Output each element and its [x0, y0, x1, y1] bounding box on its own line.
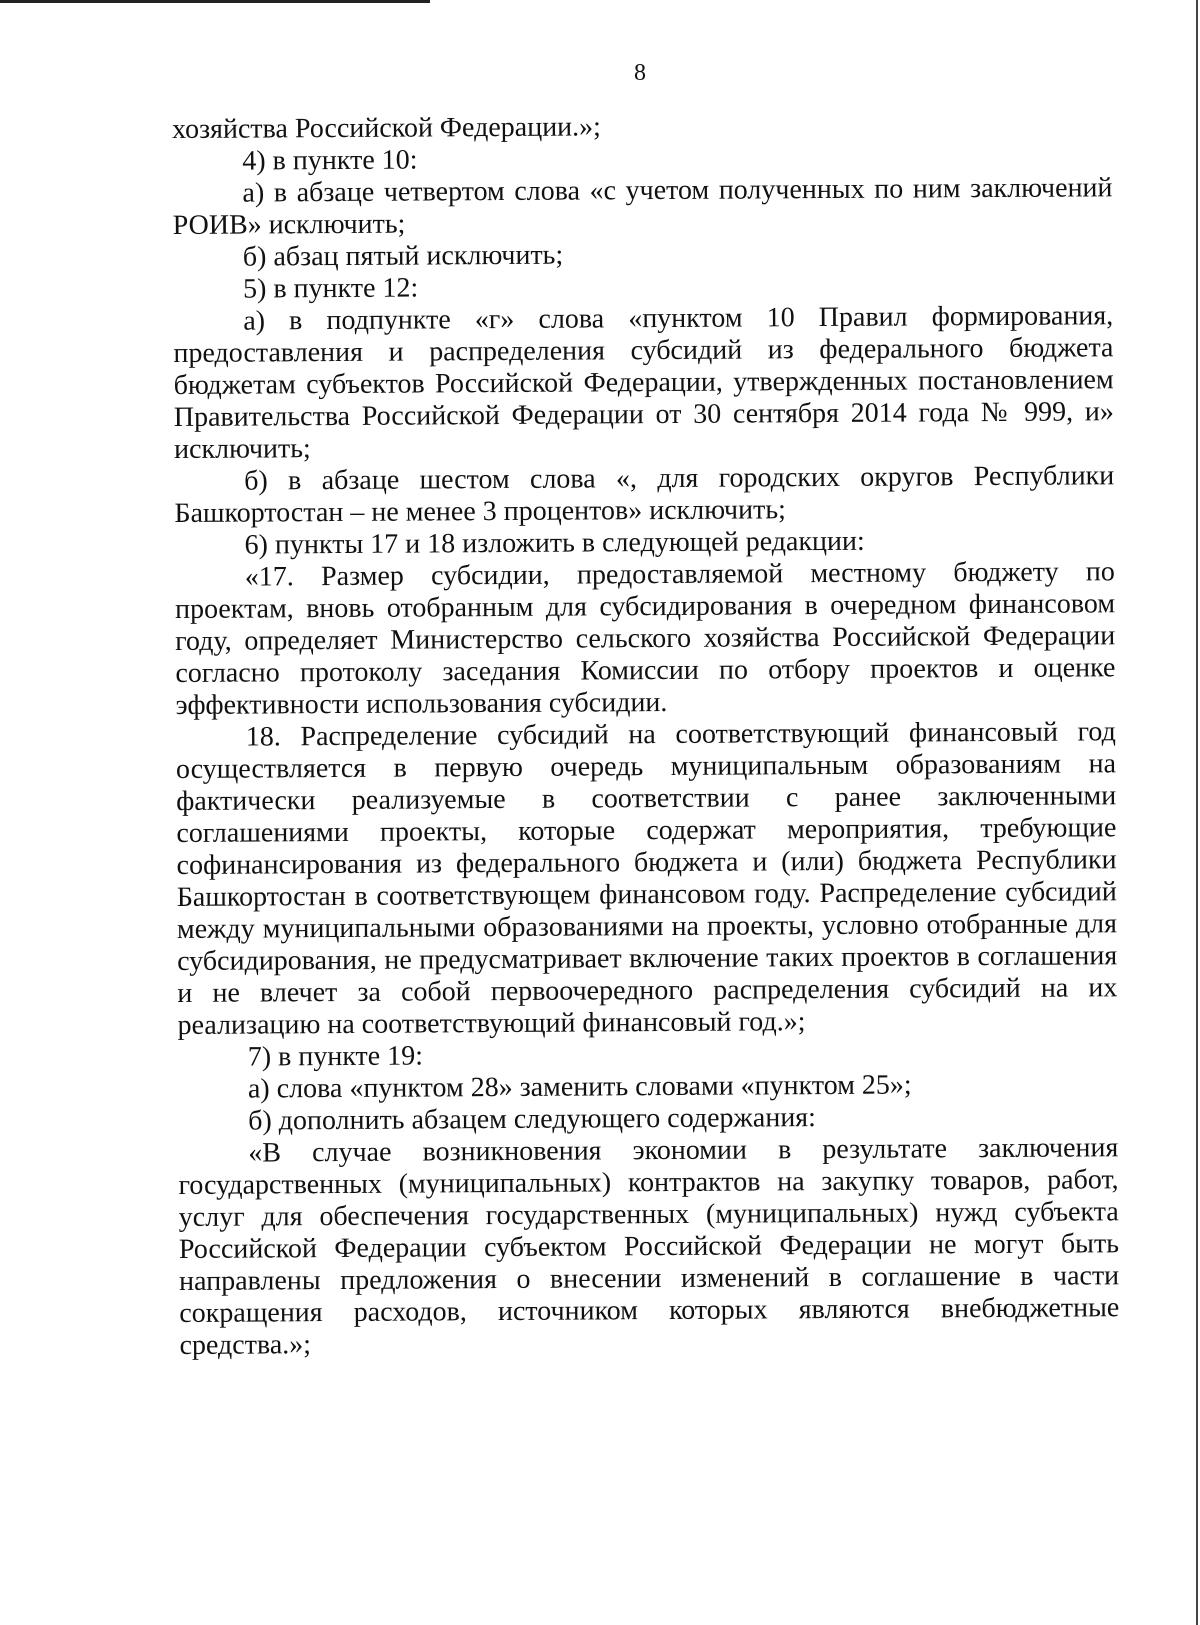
- paragraph-9: «17. Размер субсидии, предоставляемой местному бюджету по проектам, вновь отобранным для субсидирования в очередном финансовом году, определяет Министерство сельского хозяйства Российской Федерации согласно протоколу заседания Комиссии по отбору проектов и оценке эффективности использования субсидии.: [174, 556, 1116, 721]
- paragraph-3: а) в абзаце четвертом слова «с учетом полученных по ним заключений РОИВ» исключить;: [172, 172, 1113, 241]
- paragraph-8: 6) пункты 17 и 18 изложить в следующей редакции:: [244, 525, 865, 561]
- paragraph-2: 4) в пункте 10:: [242, 144, 418, 177]
- paragraph-12: а) слова «пунктом 28» заменить словами «пунктом 25»;: [247, 1069, 912, 1105]
- paragraph-5: 5) в пункте 12:: [242, 272, 419, 305]
- paragraph-4: б) абзац пятый исключить;: [242, 239, 564, 273]
- paragraph-7: б) в абзаце шестом слова «, для городских округов Республики Башкортостан – не менее 3 процентов» исключить;: [174, 460, 1115, 529]
- scan-edge-right: [1196, 0, 1198, 1625]
- paragraph-6: а) в подпункте «г» слова «пунктом 10 Правил формирования, предоставления и распределения субсидий из федерального бюджета бюджетам субъектов Российской Федерации, утвержденных постановлением Правительства Российской Федерации от 30 сентября 2014 года № 999, и» исключить;: [173, 300, 1114, 465]
- page-number: 8: [634, 60, 646, 86]
- scan-edge-top: [0, 0, 430, 3]
- paragraph-13: б) дополнить абзацем следующего содержания:: [248, 1102, 817, 1137]
- document-body: [172, 108, 1120, 1362]
- paragraph-14: «В случае возникновения экономии в результате заключения государственных (муниципальных) контрактов на закупку товаров, работ, услуг для обеспечения государственных (муниципальных) нужд субъекта Российской Федерации субъектом Российской Федерации не могут быть направлены предложения о внесении изменений в соглашение в части сокращения расходов, источником которых являются внебюджетные средства.»;: [178, 1132, 1120, 1361]
- paragraph-1: хозяйства Российской Федерации.»;: [172, 111, 601, 145]
- paragraph-10: 18. Распределение субсидий на соответствующий финансовый год осуществляется в первую очередь муниципальным образованиям на фактически реализуемые в соответствии с ранее заключенными соглашениями проекты, которые содержат мероприятия, требующие софинансирования из федерального бюджета и (или) бюджета Республики Башкортостан в соответствующем финансовом году. Распределение субсидий между муниципальными образованиями на проекты, условно отобранные для субсидирования, не предусматривает включение таких проектов в соглашения и не влечет за собой первоочередного распределения субсидий на их реализацию на соответствующий финансовый год.»;: [175, 716, 1118, 1041]
- paragraph-11: 7) в пункте 19:: [247, 1040, 424, 1073]
